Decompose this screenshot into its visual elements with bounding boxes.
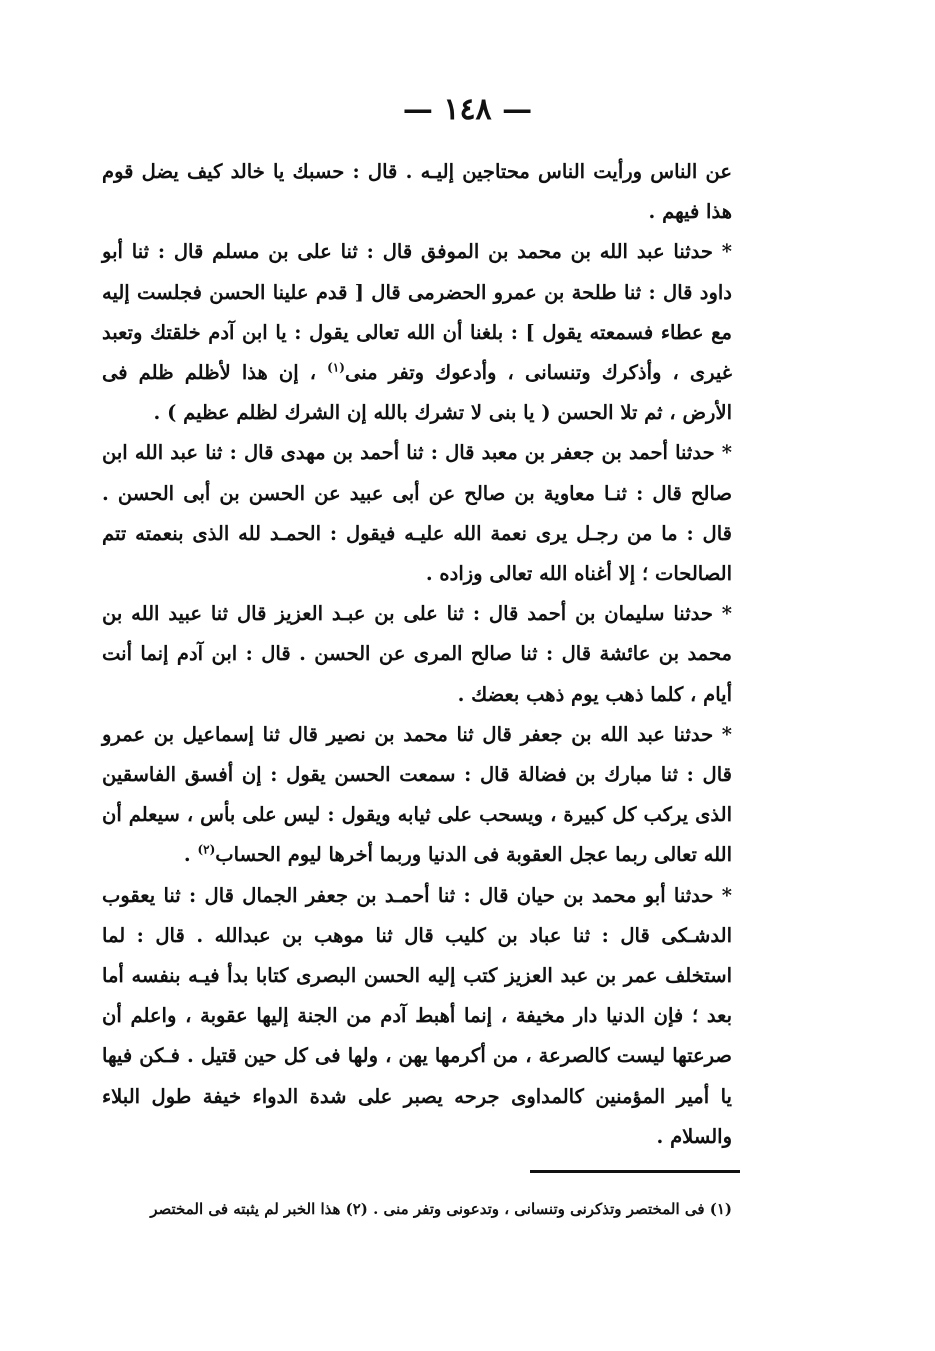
paragraph-text-continued: ، إن هذا لأظلم ظلم فى الأرض ، ثم تلا الحسن ( يا بنى لا تشرك بالله إن الشرك لظلم عظيم ) . [102, 361, 732, 425]
paragraph-6 [102, 876, 732, 1157]
paragraph-text: * حدثنا عبد الله بن محمد بن الموفق قال : ثنا على بن مسلم قال : ثنا أبو داود قال : ثنا طلحة بن عمرو الحضرمى قال [ قدم علينا الحسن فجلست إليه مع عطاء فسمعته يقول ] : بلغنا أن الله تعالى يقول : يا ابن آدم خلقتك وتعبد غيرى ، وأذكرك وتنسانى ، وأدعوك وتفر منى [102, 240, 732, 385]
footnote-reference-2: (٢) [197, 842, 216, 857]
paragraph-2 [102, 232, 732, 433]
paragraph-3 [102, 433, 732, 594]
footnote-reference-1: (١) [327, 360, 345, 375]
paragraph-text: * حدثنا أحمد بن جعفر بن معبد قال : ثنا أحمد بن مهدى قال : ثنا عبد الله ابن صالح قال : ثنـا معاوية بن صالح عن أبى عبيد عن الحسن بن أبى الحسن . قال : ما من رجـل يرى نعمة الله عليـه فيقول : الحمـد لله الذى بنعمته تتم الصالحات ؛ إلا أغناه الله تعالى وزاده . [102, 441, 732, 586]
footnote-divider [530, 1170, 740, 1173]
page-number: — ١٤٨ — [402, 92, 533, 127]
paragraph-5 [102, 715, 732, 876]
main-text [102, 152, 732, 1157]
paragraph-4 [102, 594, 732, 715]
paragraph-text: عن الناس ورأيت الناس محتاجين إليـه . قال : حسبك يا خالد كيف يضل قوم هذا فيهم . [102, 160, 732, 224]
paragraph-text: * حدثنا سليمان بن أحمد قال : ثنا على بن عبـد العزيز قال ثنا عبيد الله بن محمد بن عائشة قال : ثنا صالح المرى عن الحسن . قال : ابن آدم إنما أنت أيام ، كلما ذهب يوم ذهب بعضك . [102, 602, 732, 706]
footnotes: (١) فى المختصر وتذكرنى وتنسانى ، وتدعونى وتفر منى . (٢) هذا الخبر لم يثبته فى المختصر [150, 1200, 732, 1218]
paragraph-1 [102, 152, 732, 232]
paragraph-text-continued: . [183, 843, 198, 867]
paragraph-text: * حدثنا أبو محمد بن حيان قال : ثنا أحمـد بن جعفر الجمال قال : ثنا يعقوب الدشـكى قال : ثنا عباد بن كليب قال ثنا موهب بن عبدالله . قال : لما استخلف عمر بن عبد العزيز كتب إليه الحسن البصرى كتابا بدأ فيـه بنفسه أما بعد ؛ فإن الدنيا دار مخيفة ، إنما أهبط آدم من الجنة إليها عقوبة ، واعلم أن صرعتها ليست كالصرعة ، من أكرمها يهن ، ولها فى كل حين قتيل . فـكن فيها يا أمير المؤمنين كالمداوى جرحه يصبر على شدة الدواء خيفة طول البلاء والسلام . [102, 883, 732, 1148]
paragraph-text: * حدثنا عبد الله بن جعفر قال ثنا محمد بن نصير قال ثنا إسماعيل بن عمرو قال : ثنا مبارك بن فضالة قال : سمعت الحسن يقول : إن أفسق الفاسقين الذى يركب كل كبيرة ، ويسحب على ثيابه ويقول : ليس على بأس ، سيعلم أن الله تعالى ربما عجل العقوبة فى الدنيا وربما أخرها ليوم الحساب [102, 722, 732, 867]
